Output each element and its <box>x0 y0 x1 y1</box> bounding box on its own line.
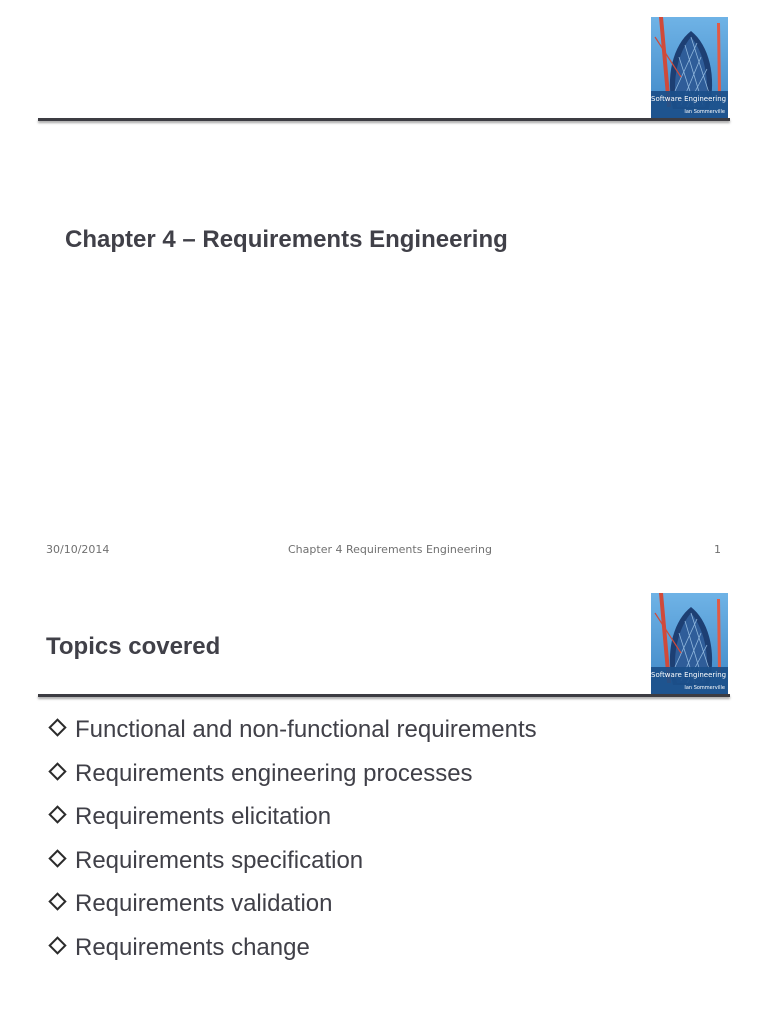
book-cover-image <box>651 17 728 118</box>
diamond-bullet-icon <box>48 892 66 910</box>
book-cover-image <box>651 593 728 694</box>
cover-author: Ian Sommerville <box>684 685 725 691</box>
slide-title: Chapter 4 – Requirements Engineering <box>65 226 508 253</box>
topics-list <box>48 716 537 977</box>
header-divider <box>38 694 730 697</box>
list-item-text: Functional and non-functional requirements <box>75 716 537 743</box>
slide-title: Topics covered <box>46 633 221 660</box>
list-item <box>48 934 537 978</box>
list-item-text: Requirements engineering processes <box>75 759 473 787</box>
slide-2 <box>0 576 768 1024</box>
list-item <box>48 760 537 804</box>
diamond-bullet-icon <box>48 936 66 954</box>
diamond-bullet-icon <box>48 805 66 823</box>
diamond-bullet-icon <box>48 849 66 867</box>
list-item <box>48 803 537 847</box>
diamond-bullet-icon <box>48 762 66 780</box>
list-item-text: Requirements change <box>75 933 310 961</box>
diamond-bullet-icon <box>48 718 66 736</box>
footer-date: 30/10/2014 <box>46 543 110 556</box>
cover-title: Software Engineering <box>651 671 727 679</box>
list-item <box>48 847 537 891</box>
footer-chapter: Chapter 4 Requirements Engineering <box>288 543 492 556</box>
list-item <box>48 890 537 934</box>
footer-page-number: 1 <box>714 543 721 556</box>
cover-title: Software Engineering <box>651 95 727 103</box>
list-item-text: Requirements elicitation <box>75 803 332 830</box>
header-divider <box>38 118 730 121</box>
list-item-text: Requirements validation <box>75 890 333 917</box>
cover-author: Ian Sommerville <box>684 109 725 115</box>
list-item-text: Requirements specification <box>75 846 364 874</box>
list-item <box>48 716 537 760</box>
